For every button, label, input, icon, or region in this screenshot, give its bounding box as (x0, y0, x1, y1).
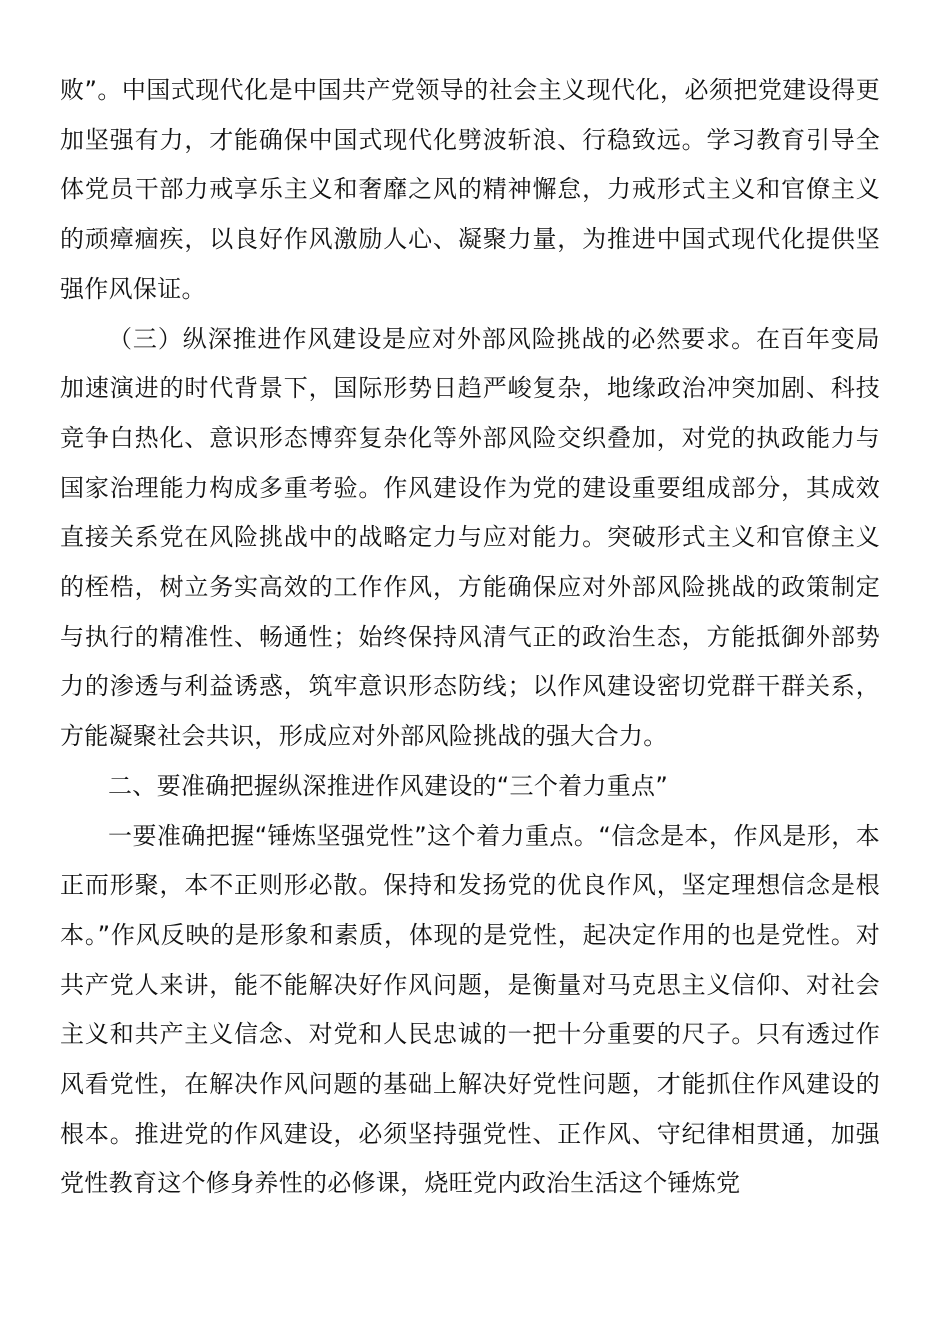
document-page (60, 66, 880, 1209)
paragraph-point-one: 一要准确把握“锤炼坚强党性”这个着力重点。“信念是本，作风是形，本正而形聚，本不正则形必散。保持和发扬党的优良作风，坚定理想信念是根本。”作风反映的是形象和素质，体现的是党性，起决定作用的也是党性。对共产党人来讲，能不能解决好作风问题，是衡量对马克思主义信仰、对社会主义和共产主义信念、对党和人民忠诚的一把十分重要的尺子。只有透过作风看党性，在解决作风问题的基础上解决好党性问题，才能抓住作风建设的根本。推进党的作风建设，必须坚持强党性、正作风、守纪律相贯通，加强党性教育这个修身养性的必修课，烧旺党内政治生活这个锤炼党 (60, 821, 880, 1198)
paragraph-section-three: （三）纵深推进作风建设是应对外部风险挑战的必然要求。在百年变局加速演进的时代背景下，国际形势日趋严峻复杂，地缘政治冲突加剧、科技竞争白热化、意识形态博弈复杂化等外部风险交织叠加，对党的执政能力与国家治理能力构成多重考验。作风建设作为党的建设重要组成部分，其成效直接关系党在风险挑战中的战略定力与应对能力。突破形式主义和官僚主义的桎梏，树立务实高效的工作作风，方能确保应对外部风险挑战的政策制定与执行的精准性、畅通性；始终保持风清气正的政治生态，方能抵御外部势力的渗透与利益诱惑，筑牢意识形态防线；以作风建设密切党群干群关系，方能凝聚社会共识，形成应对外部风险挑战的强大合力。 (60, 324, 880, 751)
section-heading-two: 二、要准确把握纵深推进作风建设的“三个着力重点” (108, 771, 669, 800)
paragraph-continuation: 败”。中国式现代化是中国共产党领导的社会主义现代化，必须把党建设得更加坚强有力，才能确保中国式现代化劈波斩浪、行稳致远。学习教育引导全体党员干部力戒享乐主义和奢靡之风的精神懈怠，力戒形式主义和官僚主义的顽瘴痼疾，以良好作风激励人心、凝聚力量，为推进中国式现代化提供坚强作风保证。 (60, 76, 880, 303)
